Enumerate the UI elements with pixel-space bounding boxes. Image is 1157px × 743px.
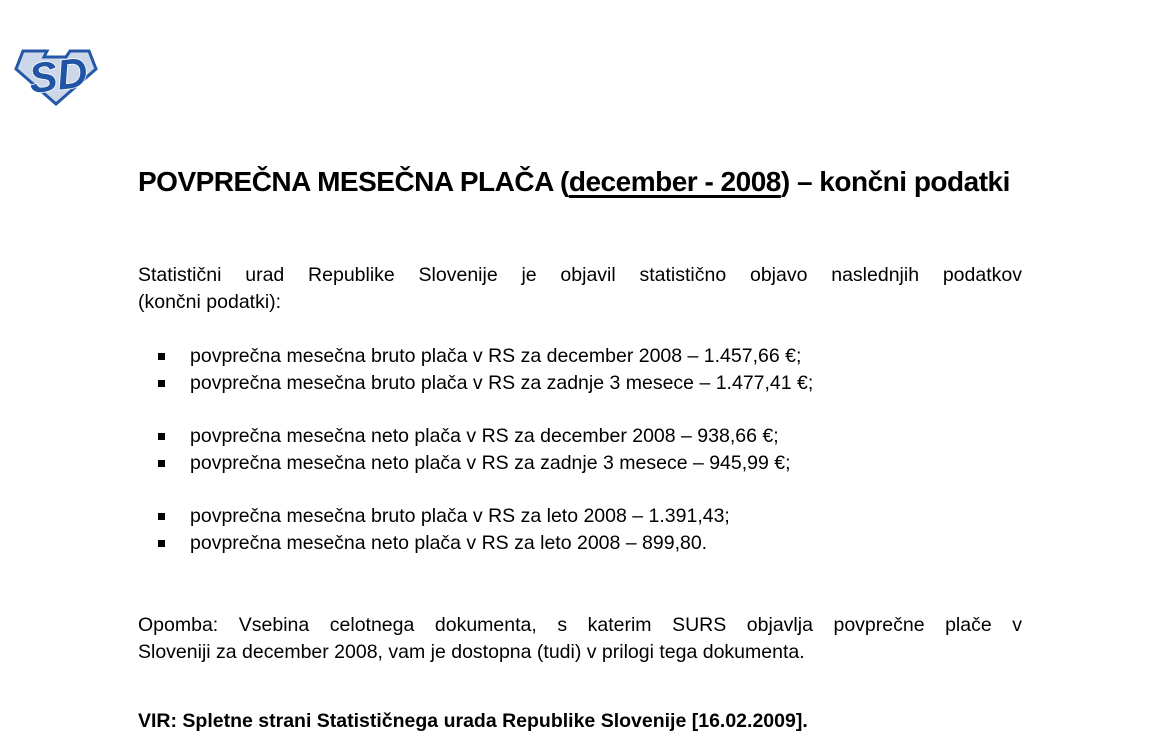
title-prefix: POVPREČNA MESEČNA PLAČA ( (138, 166, 569, 197)
note-paragraph (138, 612, 1022, 666)
intro-paragraph (138, 262, 1022, 316)
square-bullet-icon (158, 460, 165, 467)
intro-line-2: (končni podatki): (138, 291, 282, 313)
square-bullet-icon (158, 513, 165, 520)
bullet-item (138, 370, 1022, 397)
title-underlined-date: december - 2008 (568, 166, 781, 197)
bullet-text: povprečna mesečna neto plača v RS za zadnje 3 mesece – 945,99 €; (190, 452, 791, 474)
square-bullet-icon (158, 380, 165, 387)
square-bullet-icon (158, 540, 165, 547)
bullet-item (138, 450, 1022, 477)
square-bullet-icon (158, 353, 165, 360)
bullet-group-neto-december (138, 423, 1022, 477)
bullet-text: povprečna mesečna bruto plača v RS za zadnje 3 mesece – 1.477,41 €; (190, 372, 814, 394)
bullet-group-bruto-december (138, 343, 1022, 397)
source-line: VIR: Spletne strani Statističnega urada Republike Slovenije [16.02.2009]. (138, 710, 808, 732)
bullet-text: povprečna mesečna neto plača v RS za leto 2008 – 899,80. (190, 532, 708, 554)
bullet-text: povprečna mesečna neto plača v RS za december 2008 – 938,66 €; (190, 425, 779, 447)
square-bullet-icon (158, 433, 165, 440)
bullet-text: povprečna mesečna bruto plača v RS za december 2008 – 1.457,66 €; (190, 345, 802, 367)
logo-letters: SD (26, 48, 91, 103)
intro-line-1: Statistični urad Republike Slovenije je objavil statistično objavo naslednjih podatkov (138, 264, 1022, 286)
note-line-2: Sloveniji za december 2008, vam je dostopna (tudi) v prilogi tega dokumenta. (138, 641, 805, 663)
page-title (138, 166, 1098, 198)
title-suffix: ) – končni podatki (780, 166, 1010, 197)
bullet-group-leto-2008 (138, 503, 1022, 557)
bullet-item (138, 530, 1022, 557)
note-line-1: Opomba: Vsebina celotnega dokumenta, s katerim SURS objavlja povprečne plače v (138, 614, 1022, 636)
sd-shield-icon (14, 45, 98, 107)
bullet-text: povprečna mesečna bruto plača v RS za leto 2008 – 1.391,43; (190, 505, 730, 527)
bullet-item (138, 343, 1022, 370)
bullet-item (138, 503, 1022, 530)
sd-logo (14, 45, 98, 107)
bullet-item (138, 423, 1022, 450)
